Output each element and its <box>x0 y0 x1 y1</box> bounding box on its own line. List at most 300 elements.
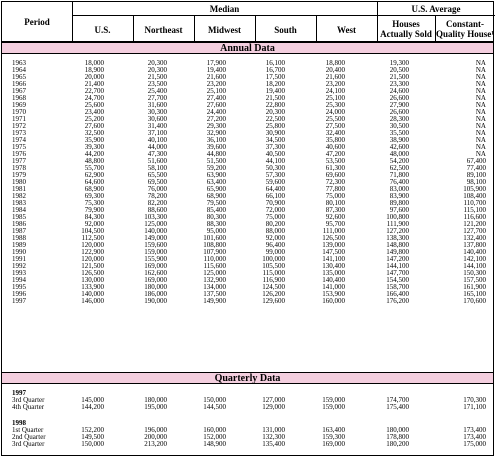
cell-value: 16,100 <box>265 59 285 67</box>
cell-value: 140,400 <box>463 248 486 256</box>
cell-value: 87,300 <box>325 206 345 214</box>
cell-value: 89,100 <box>466 171 486 179</box>
cell-value: 39,600 <box>206 143 226 151</box>
cell-value: 31,600 <box>147 101 167 109</box>
cell-value: 32,400 <box>325 129 345 137</box>
annual-data-band: Annual Data <box>2 42 493 54</box>
cell-value: 180,000 <box>386 426 409 434</box>
cell-value: 70,900 <box>265 199 285 207</box>
cell-value: 78,200 <box>147 192 167 200</box>
cell-value: 29,300 <box>206 122 226 130</box>
cell-value: 140,000 <box>144 227 167 235</box>
cell-value: 27,600 <box>206 101 226 109</box>
cell-value: 170,300 <box>463 396 486 404</box>
cell-value: 37,300 <box>265 143 285 151</box>
cell-value: 178,800 <box>386 433 409 441</box>
row-label: 3rd Quarter <box>12 396 45 404</box>
cell-value: 121,500 <box>81 262 104 270</box>
cell-value: 95,700 <box>325 220 345 228</box>
cell-value: 36,100 <box>206 136 226 144</box>
cell-value: 20,300 <box>147 59 167 67</box>
divider <box>194 15 195 42</box>
cell-value: 65,500 <box>147 171 167 179</box>
cell-value: 122,900 <box>81 248 104 256</box>
cell-value: NA <box>475 129 486 137</box>
col-west: West <box>337 25 356 35</box>
cell-value: 21,500 <box>265 94 285 102</box>
cell-value: 154,500 <box>386 276 409 284</box>
cell-value: 163,400 <box>322 426 345 434</box>
cell-value: NA <box>475 66 486 74</box>
cell-value: 40,600 <box>325 143 345 151</box>
cell-value: 137,800 <box>463 241 486 249</box>
year-label: 1997 <box>12 389 26 397</box>
cell-value: 146,000 <box>81 297 104 305</box>
quarter-year <box>2 390 493 397</box>
cell-value: 133,900 <box>81 283 104 291</box>
cell-value: 35,800 <box>325 136 345 144</box>
table-row <box>2 193 493 200</box>
cell-value: NA <box>475 122 486 130</box>
cell-value: 180,200 <box>386 440 409 448</box>
cell-value: 20,300 <box>265 108 285 116</box>
row-label: 1991 <box>12 255 26 263</box>
cell-value: 44,100 <box>265 157 285 165</box>
cell-value: 120,000 <box>81 241 104 249</box>
cell-value: 67,400 <box>466 157 486 165</box>
cell-value: 69,300 <box>84 192 104 200</box>
table-row <box>2 441 493 448</box>
table-row <box>2 116 493 123</box>
table-row <box>2 221 493 228</box>
cell-value: 110,000 <box>203 255 226 263</box>
cell-value: 138,300 <box>386 234 409 242</box>
cell-value: 24,100 <box>325 87 345 95</box>
cell-value: 141,000 <box>322 283 345 291</box>
cell-value: 22,500 <box>265 115 285 123</box>
col-constant-quality: Constant-Quality House¹ <box>436 19 494 39</box>
cell-value: 115,000 <box>262 269 285 277</box>
cell-value: 38,900 <box>389 136 409 144</box>
cell-value: 54,200 <box>389 157 409 165</box>
cell-value: 27,500 <box>325 122 345 130</box>
cell-value: 111,000 <box>322 227 345 235</box>
cell-value: 59,600 <box>265 178 285 186</box>
cell-value: 59,200 <box>206 164 226 172</box>
cell-value: 80,100 <box>325 199 345 207</box>
cell-value: NA <box>475 73 486 81</box>
table-row <box>2 263 493 270</box>
row-label: 1983 <box>12 199 26 207</box>
cell-value: 53,500 <box>325 157 345 165</box>
cell-value: 137,500 <box>203 290 226 298</box>
cell-value: 126,500 <box>322 234 345 242</box>
cell-value: 19,300 <box>389 59 409 67</box>
table-row <box>2 172 493 179</box>
cell-value: 23,200 <box>206 80 226 88</box>
cell-value: 139,000 <box>322 241 345 249</box>
cell-value: 51,600 <box>147 157 167 165</box>
table-row <box>2 144 493 151</box>
table-row <box>2 67 493 74</box>
cell-value: 34,500 <box>265 136 285 144</box>
cell-value: 141,100 <box>322 255 345 263</box>
cell-value: NA <box>475 87 486 95</box>
cell-value: 148,800 <box>386 241 409 249</box>
cell-value: 18,000 <box>84 59 104 67</box>
cell-value: 75,000 <box>265 213 285 221</box>
cell-value: 150,000 <box>203 396 226 404</box>
cell-value: 18,200 <box>265 80 285 88</box>
cell-value: 24,600 <box>389 87 409 95</box>
row-label: 1972 <box>12 122 26 130</box>
cell-value: 82,200 <box>147 199 167 207</box>
cell-value: 174,700 <box>386 396 409 404</box>
cell-value: 24,400 <box>206 108 226 116</box>
cell-value: 30,500 <box>389 122 409 130</box>
divider <box>72 2 73 42</box>
cell-value: 40,500 <box>265 150 285 158</box>
cell-value: 47,200 <box>325 150 345 158</box>
cell-value: 169,000 <box>144 276 167 284</box>
row-label: 4th Quarter <box>12 403 45 411</box>
cell-value: 107,900 <box>203 248 226 256</box>
table-row <box>2 284 493 291</box>
cell-value: 23,400 <box>84 108 104 116</box>
cell-value: 159,000 <box>144 248 167 256</box>
row-label: 1976 <box>12 150 26 158</box>
cell-value: 147,500 <box>322 248 345 256</box>
year-label: 1998 <box>12 419 26 427</box>
table-row <box>2 123 493 130</box>
cell-value: 140,400 <box>322 276 345 284</box>
cell-value: 25,300 <box>325 101 345 109</box>
cell-value: 103,300 <box>144 213 167 221</box>
table-row <box>2 270 493 277</box>
cell-value: 25,100 <box>325 94 345 102</box>
table-row <box>2 158 493 165</box>
quarterly-rows <box>2 390 493 448</box>
cell-value: 112,500 <box>81 234 104 242</box>
cell-value: 159,000 <box>322 396 345 404</box>
cell-value: 47,300 <box>147 150 167 158</box>
cell-value: 25,500 <box>325 115 345 123</box>
table-row <box>2 137 493 144</box>
row-label: 1995 <box>12 283 26 291</box>
col-south: South <box>274 25 297 35</box>
cell-value: NA <box>475 94 486 102</box>
cell-value: 48,800 <box>84 157 104 165</box>
cell-value: 152,200 <box>81 426 104 434</box>
cell-value: 97,600 <box>389 206 409 214</box>
cell-value: 131,000 <box>262 426 285 434</box>
cell-value: 135,000 <box>322 269 345 277</box>
cell-value: 61,300 <box>325 164 345 172</box>
cell-value: 108,400 <box>463 192 486 200</box>
cell-value: 71,800 <box>389 171 409 179</box>
col-midwest: Midwest <box>208 25 241 35</box>
cell-value: 150,000 <box>81 440 104 448</box>
cell-value: 72,300 <box>325 178 345 186</box>
cell-value: 44,000 <box>147 143 167 151</box>
cell-value: 88,000 <box>265 227 285 235</box>
cell-value: 80,200 <box>265 220 285 228</box>
row-label: 1987 <box>12 227 26 235</box>
cell-value: 162,600 <box>144 269 167 277</box>
cell-value: 145,000 <box>81 396 104 404</box>
cell-value: 96,400 <box>265 241 285 249</box>
cell-value: 30,300 <box>147 108 167 116</box>
cell-value: 55,700 <box>84 164 104 172</box>
cell-value: 68,900 <box>206 192 226 200</box>
cell-value: 149,000 <box>144 234 167 242</box>
cell-value: 19,400 <box>265 87 285 95</box>
table-row <box>2 200 493 207</box>
cell-value: 144,100 <box>463 262 486 270</box>
table-row <box>2 95 493 102</box>
cell-value: 75,000 <box>325 192 345 200</box>
cell-value: 23,200 <box>325 80 345 88</box>
cell-value: 120,000 <box>81 255 104 263</box>
cell-value: 89,800 <box>389 199 409 207</box>
cell-value: 16,700 <box>265 66 285 74</box>
cell-value: 142,100 <box>463 255 486 263</box>
row-label: 1974 <box>12 136 26 144</box>
cell-value: 37,100 <box>147 129 167 137</box>
cell-value: 105,500 <box>262 262 285 270</box>
cell-value: 72,000 <box>265 206 285 214</box>
cell-value: 180,000 <box>144 283 167 291</box>
cell-value: 129,600 <box>262 297 285 305</box>
cell-value: 65,900 <box>206 185 226 193</box>
cell-value: 69,600 <box>325 171 345 179</box>
cell-value: 130,000 <box>81 276 104 284</box>
table-row <box>2 235 493 242</box>
cell-value: 125,000 <box>203 269 226 277</box>
cell-value: 32,900 <box>206 129 226 137</box>
cell-value: 23,500 <box>147 80 167 88</box>
row-label: 1994 <box>12 276 26 284</box>
cell-value: 31,400 <box>147 122 167 130</box>
cell-value: 161,900 <box>463 283 486 291</box>
divider <box>133 15 134 42</box>
cell-value: 25,100 <box>206 87 226 95</box>
cell-value: 159,300 <box>322 433 345 441</box>
divider <box>316 15 317 42</box>
cell-value: 175,400 <box>386 403 409 411</box>
table-row <box>2 427 493 434</box>
cell-value: NA <box>475 143 486 151</box>
cell-value: 84,300 <box>84 213 104 221</box>
cell-value: 85,400 <box>206 206 226 214</box>
table-row <box>2 207 493 214</box>
cell-value: 76,400 <box>389 178 409 186</box>
cell-value: 27,900 <box>389 101 409 109</box>
cell-value: 169,000 <box>322 440 345 448</box>
cell-value: 79,500 <box>206 199 226 207</box>
cell-value: 79,900 <box>84 206 104 214</box>
cell-value: 23,300 <box>389 80 409 88</box>
cell-value: 130,400 <box>322 262 345 270</box>
cell-value: 27,700 <box>147 94 167 102</box>
cell-value: 44,200 <box>84 150 104 158</box>
cell-value: 19,400 <box>206 66 226 74</box>
row-label: 1971 <box>12 115 26 123</box>
table-row <box>2 249 493 256</box>
row-label: 1964 <box>12 66 26 74</box>
cell-value: 99,000 <box>265 248 285 256</box>
cell-value: 69,500 <box>147 178 167 186</box>
cell-value: 35,500 <box>389 129 409 137</box>
row-label: 1967 <box>12 87 26 95</box>
price-table <box>1 1 494 456</box>
cell-value: 26,600 <box>389 108 409 116</box>
cell-value: 158,700 <box>386 283 409 291</box>
table-row <box>2 291 493 298</box>
cell-value: NA <box>475 136 486 144</box>
cell-value: NA <box>475 115 486 123</box>
cell-value: 148,900 <box>203 440 226 448</box>
row-label: 1st Quarter <box>12 426 44 434</box>
cell-value: 32,500 <box>84 129 104 137</box>
row-label: 1979 <box>12 171 26 179</box>
cell-value: 116,900 <box>262 276 285 284</box>
row-label: 1996 <box>12 290 26 298</box>
row-label: 1975 <box>12 143 26 151</box>
cell-value: 21,600 <box>325 73 345 81</box>
cell-value: 95,000 <box>206 227 226 235</box>
divider <box>435 15 436 42</box>
cell-value: 100,800 <box>386 213 409 221</box>
cell-value: 132,300 <box>262 433 285 441</box>
header-divider <box>72 15 495 16</box>
cell-value: 64,600 <box>84 178 104 186</box>
cell-value: 28,300 <box>389 115 409 123</box>
row-label: 1997 <box>12 297 26 305</box>
row-label: 1968 <box>12 94 26 102</box>
cell-value: 152,000 <box>203 433 226 441</box>
cell-value: 213,200 <box>144 440 167 448</box>
cell-value: 18,800 <box>325 59 345 67</box>
cell-value: 104,500 <box>81 227 104 235</box>
cell-value: 20,300 <box>147 66 167 74</box>
cell-value: 57,300 <box>265 171 285 179</box>
table-row <box>2 256 493 263</box>
cell-value: 22,800 <box>265 101 285 109</box>
cell-value: 21,400 <box>84 80 104 88</box>
row-label: 1989 <box>12 241 26 249</box>
cell-value: 153,900 <box>322 290 345 298</box>
cell-value: 173,400 <box>463 433 486 441</box>
cell-value: 58,100 <box>147 164 167 172</box>
row-label: 3rd Quarter <box>12 440 45 448</box>
cell-value: 25,400 <box>147 87 167 95</box>
row-label: 1981 <box>12 185 26 193</box>
cell-value: 176,200 <box>386 297 409 305</box>
cell-value: 20,500 <box>389 66 409 74</box>
cell-value: 20,000 <box>84 73 104 81</box>
cell-value: 22,700 <box>84 87 104 95</box>
us-average-header: U.S. Average <box>411 4 461 14</box>
cell-value: 27,400 <box>206 94 226 102</box>
cell-value: NA <box>475 101 486 109</box>
cell-value: 24,000 <box>325 108 345 116</box>
cell-value: 134,000 <box>203 283 226 291</box>
cell-value: 92,000 <box>265 234 285 242</box>
table-row <box>2 88 493 95</box>
table-row <box>2 151 493 158</box>
cell-value: 26,600 <box>389 94 409 102</box>
table-header <box>2 2 493 42</box>
table-row <box>2 214 493 221</box>
cell-value: 98,100 <box>466 178 486 186</box>
cell-value: 175,000 <box>463 440 486 448</box>
cell-value: 129,000 <box>262 403 285 411</box>
cell-value: NA <box>475 59 486 67</box>
col-us: U.S. <box>94 25 111 35</box>
cell-value: 144,200 <box>81 403 104 411</box>
cell-value: 127,700 <box>463 227 486 235</box>
table-row <box>2 81 493 88</box>
cell-value: 76,000 <box>147 185 167 193</box>
cell-value: NA <box>475 108 486 116</box>
cell-value: 63,400 <box>206 178 226 186</box>
cell-value: NA <box>475 80 486 88</box>
cell-value: 195,000 <box>144 403 167 411</box>
cell-value: 144,100 <box>386 262 409 270</box>
col-northeast: Northeast <box>144 25 183 35</box>
row-label: 1965 <box>12 73 26 81</box>
cell-value: 125,000 <box>144 220 167 228</box>
cell-value: 196,000 <box>144 426 167 434</box>
cell-value: 62,900 <box>84 171 104 179</box>
cell-value: 149,900 <box>203 297 226 305</box>
cell-value: NA <box>475 150 486 158</box>
cell-value: 135,400 <box>262 440 285 448</box>
annual-rows <box>2 60 493 305</box>
cell-value: 126,200 <box>262 290 285 298</box>
table-row <box>2 186 493 193</box>
row-label: 1992 <box>12 262 26 270</box>
table-row <box>2 130 493 137</box>
cell-value: 180,000 <box>144 396 167 404</box>
cell-value: 88,300 <box>206 220 226 228</box>
cell-value: 160,000 <box>322 297 345 305</box>
table-row <box>2 102 493 109</box>
cell-value: 80,300 <box>206 213 226 221</box>
cell-value: 21,600 <box>206 73 226 81</box>
table-row <box>2 404 493 411</box>
cell-value: 35,900 <box>84 136 104 144</box>
cell-value: 62,500 <box>389 164 409 172</box>
cell-value: 17,900 <box>206 59 226 67</box>
quarter-year <box>2 420 493 427</box>
cell-value: 51,500 <box>206 157 226 165</box>
row-label: 1977 <box>12 157 26 165</box>
row-label: 1970 <box>12 108 26 116</box>
spacer <box>2 411 493 420</box>
cell-value: 77,400 <box>466 164 486 172</box>
cell-value: 173,400 <box>463 426 486 434</box>
cell-value: 115,600 <box>203 262 226 270</box>
table-row <box>2 179 493 186</box>
cell-value: 132,900 <box>203 276 226 284</box>
cell-value: 64,400 <box>265 185 285 193</box>
table-row <box>2 242 493 249</box>
cell-value: 200,000 <box>144 433 167 441</box>
cell-value: 126,500 <box>81 269 104 277</box>
cell-value: 21,500 <box>147 73 167 81</box>
